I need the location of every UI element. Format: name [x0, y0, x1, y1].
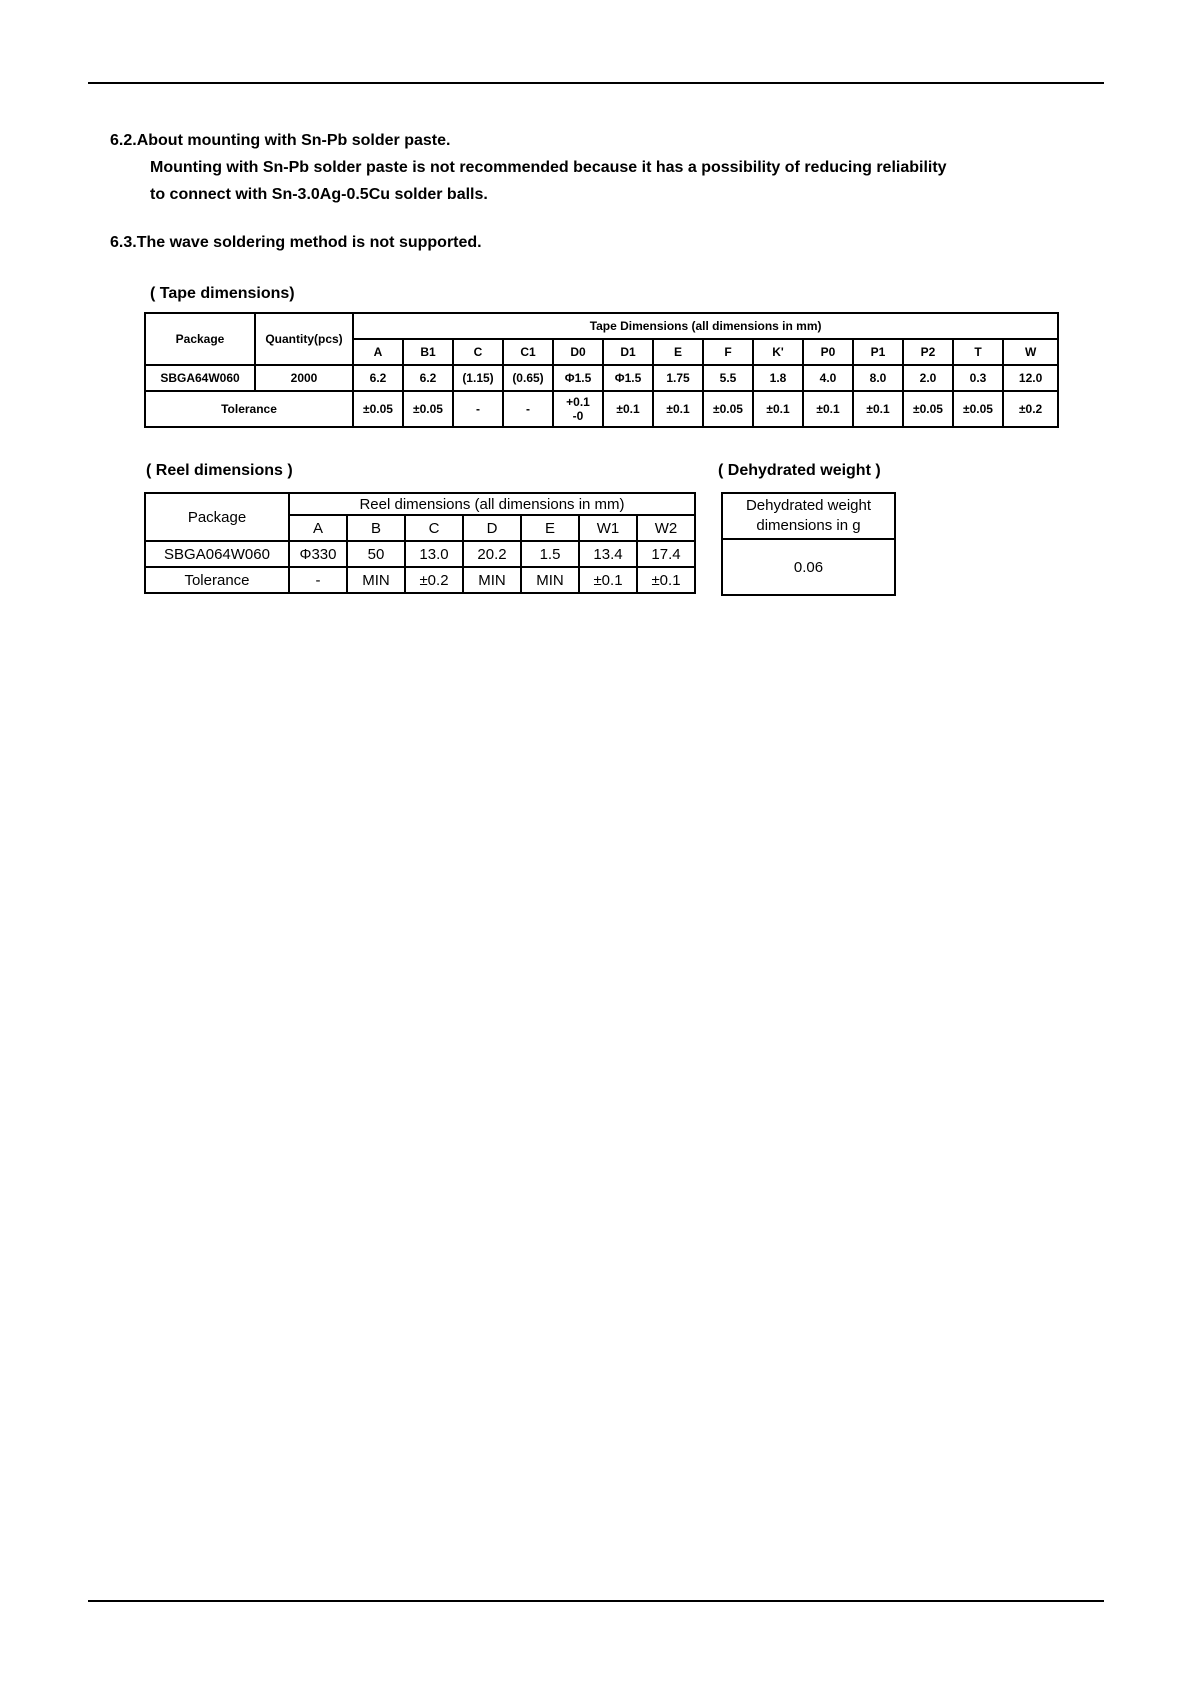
- tape-header-package: Package: [145, 313, 255, 365]
- tape-col-header: T: [953, 339, 1003, 365]
- reel-value-cell: Φ330: [289, 541, 347, 567]
- tape-value-cell: 6.2: [403, 365, 453, 391]
- weight-value: 0.06: [722, 539, 895, 595]
- table-row: [145, 365, 1058, 391]
- reel-tolerance-cell: ±0.2: [405, 567, 463, 593]
- tape-col-header: C: [453, 339, 503, 365]
- weight-header-line-2: dimensions in g: [756, 517, 861, 534]
- reel-caption: ( Reel dimensions ): [146, 462, 293, 479]
- tape-tolerance-cell: -: [453, 391, 503, 427]
- top-rule: [88, 82, 1104, 84]
- tape-col-header: B1: [403, 339, 453, 365]
- tolerance-d0-plus: +0.1: [566, 395, 590, 409]
- tape-col-header: D1: [603, 339, 653, 365]
- tape-tolerance-cell: ±0.1: [603, 391, 653, 427]
- reel-tolerance-cell: ±0.1: [579, 567, 637, 593]
- tape-value-cell: 5.5: [703, 365, 753, 391]
- reel-col-header: W1: [579, 515, 637, 541]
- tape-value-cell: 8.0: [853, 365, 903, 391]
- reel-col-header: B: [347, 515, 405, 541]
- reel-tolerance-cell: MIN: [463, 567, 521, 593]
- reel-value-cell: 50: [347, 541, 405, 567]
- bottom-rule: [88, 1600, 1104, 1602]
- tape-value-cell: 2.0: [903, 365, 953, 391]
- weight-header-line-1: Dehydrated weight: [745, 497, 872, 514]
- reel-value-cell: 20.2: [463, 541, 521, 567]
- tape-value-cell: 1.8: [753, 365, 803, 391]
- reel-col-header: D: [463, 515, 521, 541]
- tape-value-cell: 0.3: [953, 365, 1003, 391]
- tape-tolerance-label: Tolerance: [145, 391, 353, 427]
- section-6-2-title: 6.2.About mounting with Sn-Pb solder paste.: [110, 132, 451, 149]
- tape-col-header: P2: [903, 339, 953, 365]
- tape-quantity-cell: 2000: [255, 365, 353, 391]
- tape-col-header: E: [653, 339, 703, 365]
- tape-tolerance-cell: ±0.1: [653, 391, 703, 427]
- tape-header-group: Tape Dimensions (all dimensions in mm): [353, 313, 1058, 339]
- tape-tolerance-cell: ±0.1: [753, 391, 803, 427]
- dehydrated-weight-table: [721, 492, 896, 596]
- section-6-2-line-2: to connect with Sn-3.0Ag-0.5Cu solder balls.: [150, 186, 488, 203]
- tape-caption: ( Tape dimensions): [150, 285, 295, 302]
- tape-tolerance-cell: -: [503, 391, 553, 427]
- reel-tolerance-cell: MIN: [347, 567, 405, 593]
- tape-value-cell: 6.2: [353, 365, 403, 391]
- table-row: [145, 391, 1058, 427]
- tape-dimensions-table: [144, 312, 1059, 428]
- reel-header-group: Reel dimensions (all dimensions in mm): [289, 493, 695, 515]
- reel-value-cell: 13.4: [579, 541, 637, 567]
- weight-header: [722, 493, 895, 539]
- tape-value-cell: 4.0: [803, 365, 853, 391]
- tape-col-header: W: [1003, 339, 1058, 365]
- reel-col-header: E: [521, 515, 579, 541]
- tape-tolerance-cell: ±0.05: [703, 391, 753, 427]
- tape-value-cell: (1.15): [453, 365, 503, 391]
- tape-col-header: C1: [503, 339, 553, 365]
- tape-col-header: K': [753, 339, 803, 365]
- tape-tolerance-cell: ±0.1: [803, 391, 853, 427]
- tape-value-cell: (0.65): [503, 365, 553, 391]
- tape-col-header: D0: [553, 339, 603, 365]
- tape-tolerance-cell: ±0.05: [953, 391, 1003, 427]
- reel-col-header: C: [405, 515, 463, 541]
- reel-value-cell: 17.4: [637, 541, 695, 567]
- tape-col-header: P0: [803, 339, 853, 365]
- tape-tolerance-cell: ±0.05: [903, 391, 953, 427]
- reel-dimensions-table: [144, 492, 696, 594]
- reel-tolerance-label: Tolerance: [145, 567, 289, 593]
- tape-package-cell: SBGA64W060: [145, 365, 255, 391]
- tolerance-d0-minus: -0: [572, 409, 584, 423]
- section-6-2-line-1: Mounting with Sn-Pb solder paste is not recommended because it has a possibility of reducing reliability: [150, 159, 947, 176]
- tape-tolerance-cell: ±0.05: [403, 391, 453, 427]
- weight-caption: ( Dehydrated weight ): [718, 462, 881, 479]
- reel-tolerance-cell: MIN: [521, 567, 579, 593]
- table-row: [145, 541, 695, 567]
- tape-col-header: P1: [853, 339, 903, 365]
- tape-col-header: F: [703, 339, 753, 365]
- tape-tolerance-cell: ±0.05: [353, 391, 403, 427]
- reel-header-package: Package: [145, 493, 289, 541]
- reel-col-header: W2: [637, 515, 695, 541]
- section-6-3-title: 6.3.The wave soldering method is not supported.: [110, 234, 482, 251]
- reel-tolerance-cell: ±0.1: [637, 567, 695, 593]
- tape-value-cell: 12.0: [1003, 365, 1058, 391]
- reel-tolerance-cell: -: [289, 567, 347, 593]
- reel-col-header: A: [289, 515, 347, 541]
- reel-package-cell: SBGA064W060: [145, 541, 289, 567]
- tape-tolerance-cell: ±0.1: [853, 391, 903, 427]
- tape-tolerance-d0-cell: [553, 391, 603, 427]
- reel-value-cell: 1.5: [521, 541, 579, 567]
- tape-header-quantity: Quantity(pcs): [255, 313, 353, 365]
- tape-col-header: A: [353, 339, 403, 365]
- tape-value-cell: Φ1.5: [553, 365, 603, 391]
- table-row: [145, 567, 695, 593]
- tape-value-cell: 1.75: [653, 365, 703, 391]
- tape-value-cell: Φ1.5: [603, 365, 653, 391]
- tape-tolerance-cell: ±0.2: [1003, 391, 1058, 427]
- reel-value-cell: 13.0: [405, 541, 463, 567]
